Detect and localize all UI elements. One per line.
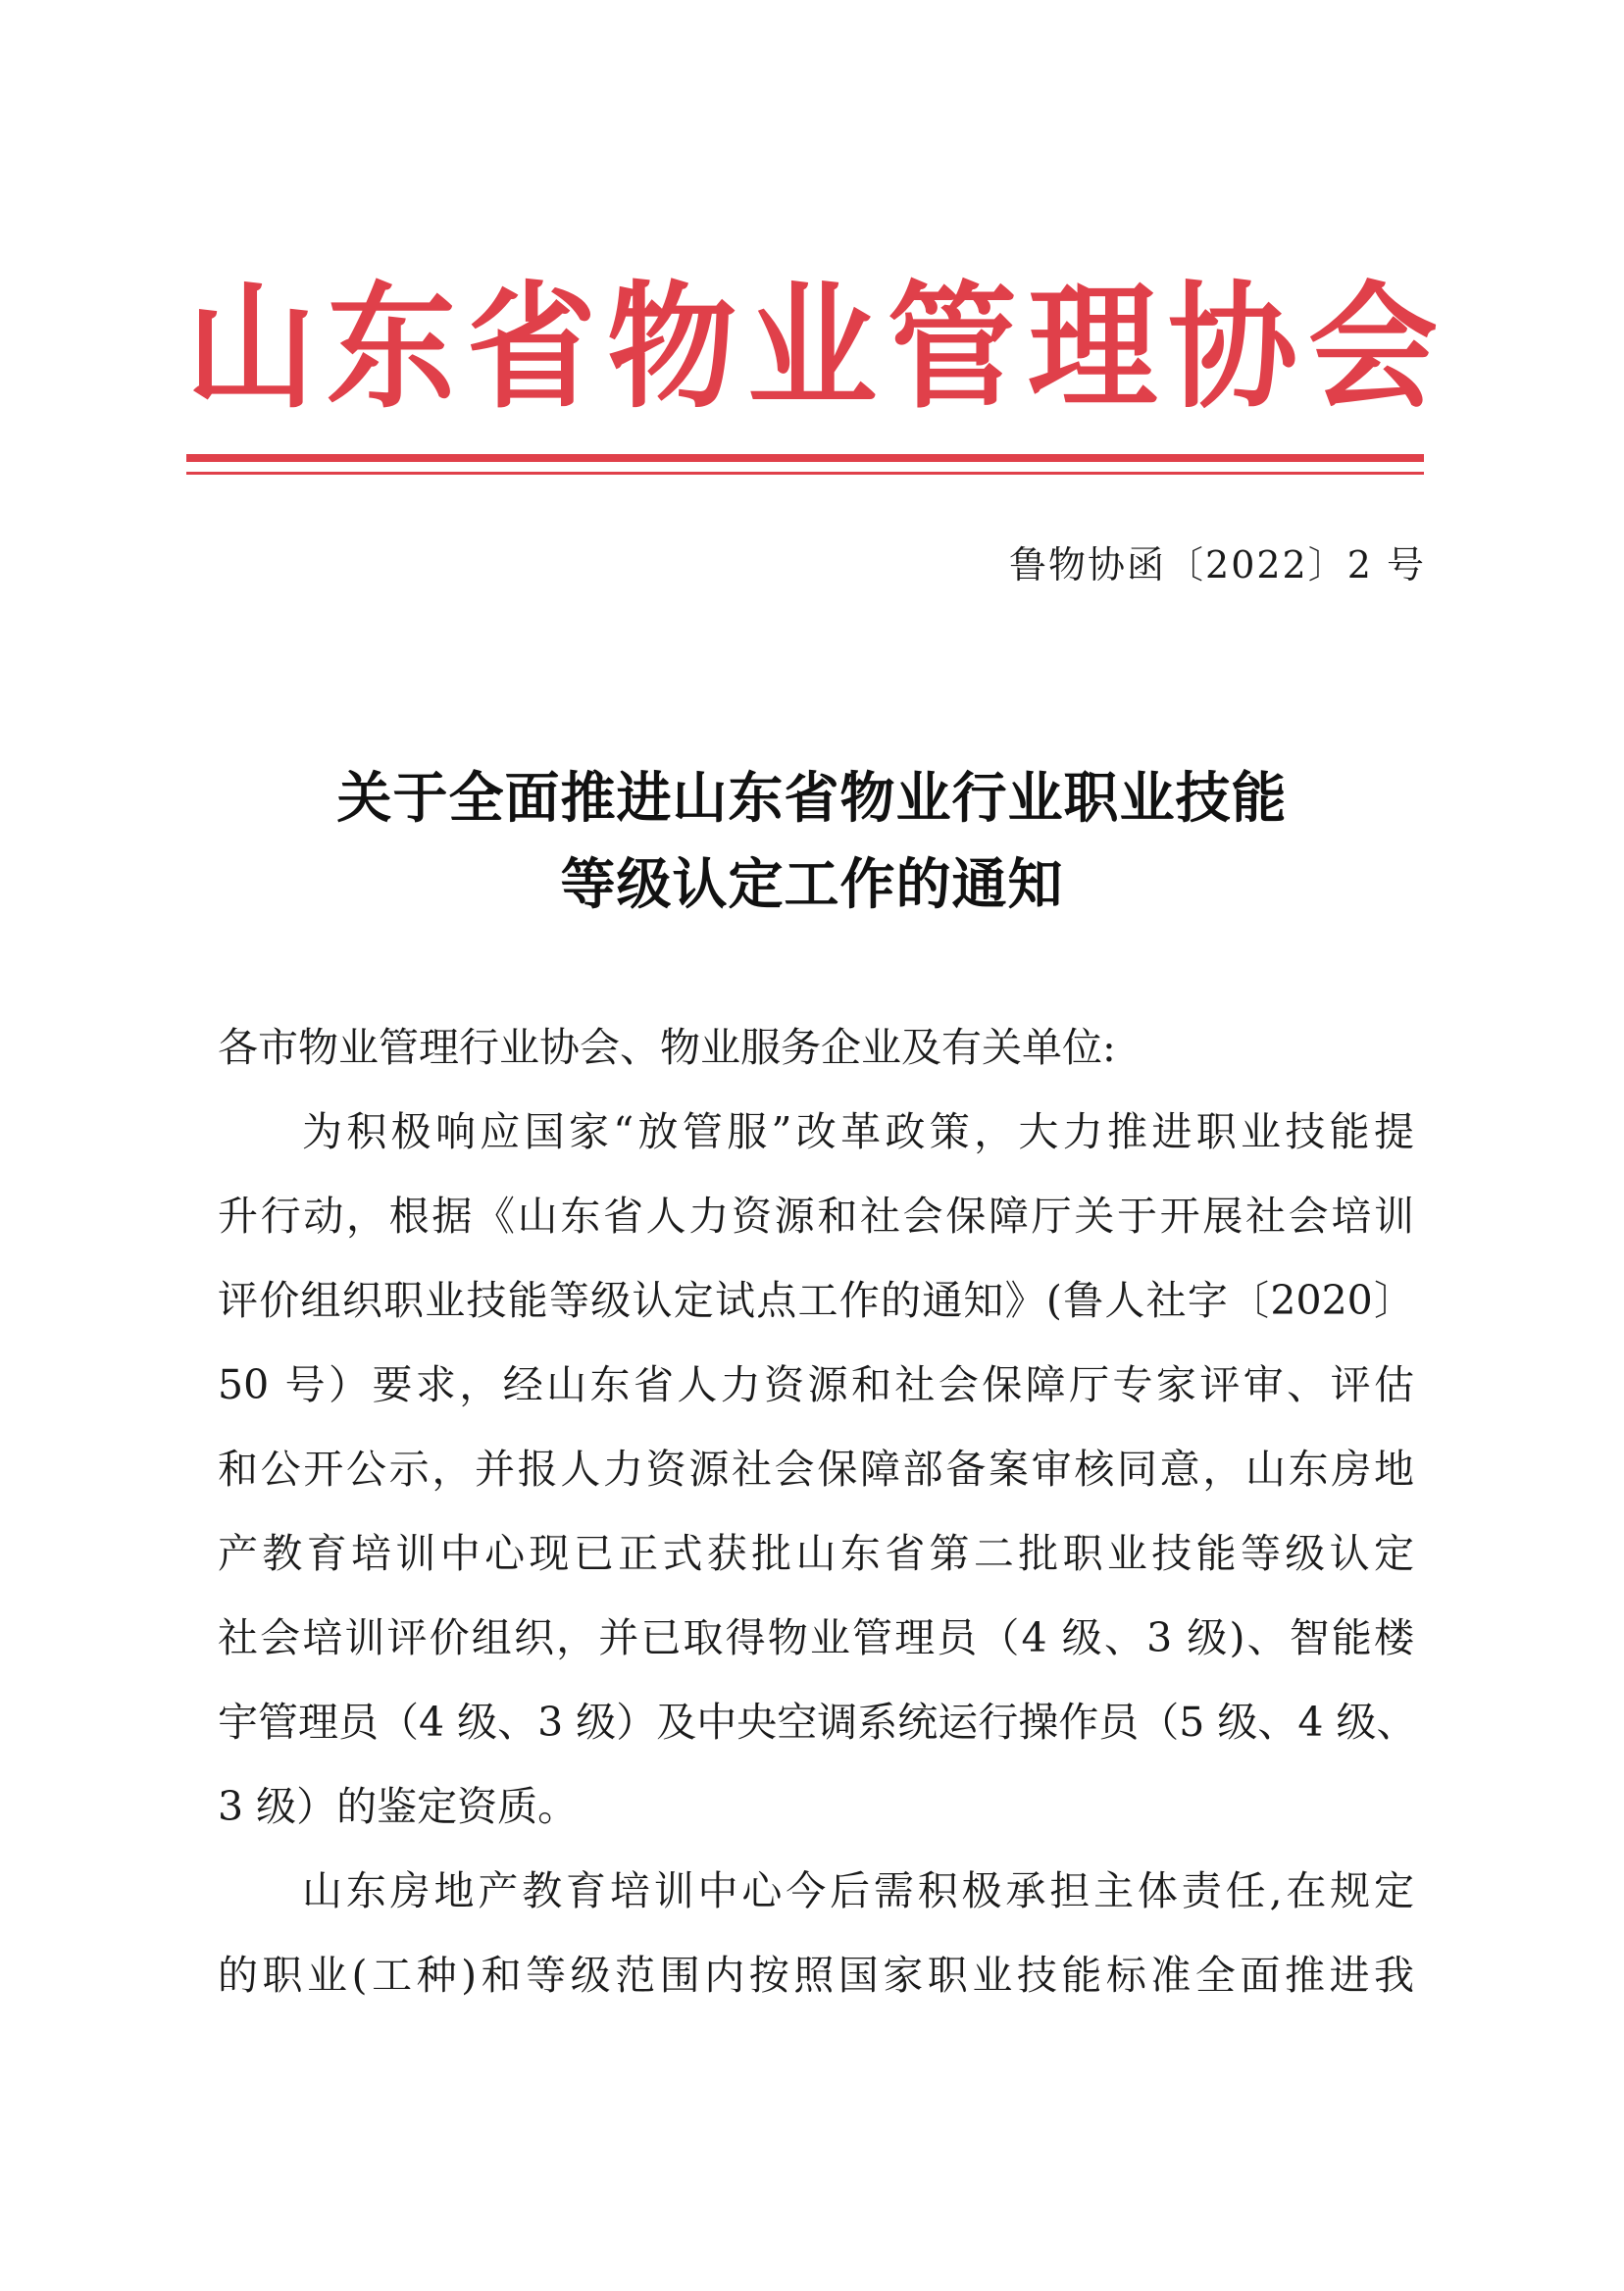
salutation: 各市物业管理行业协会、物业服务企业及有关单位: — [218, 1024, 1116, 1071]
paragraph-line: 3 级）的鉴定资质。 — [218, 1783, 579, 1830]
letterhead-divider-thick — [186, 454, 1424, 462]
letterhead-char: 物 — [607, 269, 736, 428]
letterhead-char: 理 — [1028, 269, 1157, 428]
letterhead-char: 管 — [888, 269, 1017, 428]
letterhead-char: 业 — [747, 269, 877, 428]
document-number: 鲁物协函〔2022〕2 号 — [1009, 543, 1426, 586]
letterhead-char: 会 — [1308, 269, 1438, 428]
letterhead-divider-thin — [186, 472, 1424, 475]
letterhead-char: 协 — [1168, 269, 1297, 428]
organization-letterhead — [186, 265, 1438, 432]
paragraph-line: 为积极响应国家“放管服”改革政策，大力推进职业技能提 — [302, 1108, 1414, 1155]
paragraph-line: 社会培训评价组织，并已取得物业管理员（4 级、3 级)、智能楼 — [218, 1614, 1414, 1661]
letterhead-char: 省 — [467, 269, 596, 428]
paragraph-line: 产教育培训中心现已正式获批山东省第二批职业技能等级认定 — [218, 1530, 1414, 1577]
paragraph-line: 50 号）要求，经山东省人力资源和社会保障厅专家评审、评估 — [218, 1361, 1414, 1408]
letterhead-char: 东 — [327, 269, 456, 428]
document-title-line-1: 关于全面推进山东省物业行业职业技能 — [336, 766, 1288, 831]
paragraph-line: 山东房地产教育培训中心今后需积极承担主体责任,在规定 — [302, 1867, 1414, 1914]
letterhead-char: 山 — [186, 269, 316, 428]
paragraph-line: 升行动，根据《山东省人力资源和社会保障厅关于开展社会培训 — [218, 1193, 1414, 1240]
paragraph-line: 的职业(工种)和等级范围内按照国家职业技能标准全面推进我 — [218, 1952, 1414, 1999]
paragraph-line: 和公开公示，并报人力资源社会保障部备案审核同意，山东房地 — [218, 1446, 1414, 1493]
paragraph-line: 评价组织职业技能等级认定试点工作的通知》(鲁人社字〔2020〕 — [218, 1277, 1414, 1324]
paragraph-line: 宇管理员（4 级、3 级）及中央空调系统运行操作员（5 级、4 级、 — [218, 1699, 1417, 1746]
document-title-line-2: 等级认定工作的通知 — [560, 852, 1064, 917]
